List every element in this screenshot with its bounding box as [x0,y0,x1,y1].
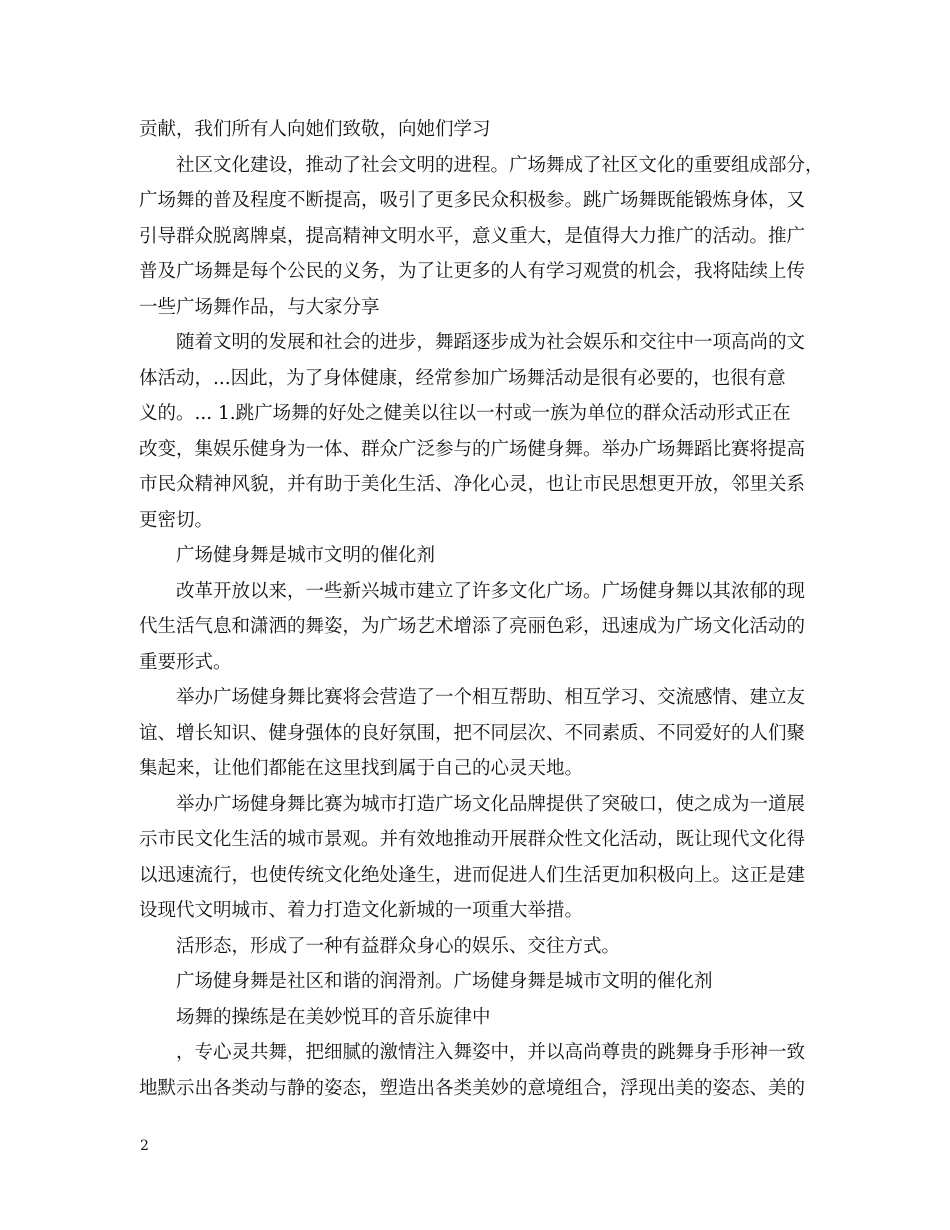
text-line: 贡献，我们所有人向她们致敬，向她们学习 [139,119,491,140]
text-line: 体活动，...因此，为了身体健康，经常参加广场舞活动是很有必要的，也很有意 [139,367,786,389]
text-line: 谊、增长知识、健身强体的良好氛围，把不同层次、不同素质、不同爱好的人们聚 [139,722,806,744]
text-line: 引导群众脱离牌桌，提高精神文明水平，意义重大，是值得大力推广的活动。推广 [139,225,806,247]
text-line: 广场健身舞是社区和谐的润滑剂。广场健身舞是城市文明的催化剂 [176,971,713,992]
page-number: 2 [140,1138,149,1154]
text-line: 社区文化建设，推动了社会文明的进程。广场舞成了社区文化的重要组成部分， [176,154,824,176]
text-line: 举办广场健身舞比赛为城市打造广场文化品牌提供了突破口，使之成为一道展 [176,793,806,815]
text-line: 义的。... 1.跳广场舞的好处之健美以往以一村或一族为单位的群众活动形式正在 [139,403,791,424]
text-line: ，专心灵共舞，把细腻的激情注入舞姿中，并以高尚尊贵的跳舞身手形神一致 [176,1042,806,1063]
text-line: 以迅速流行，也使传统文化绝处逢生，进而促进人们生活更加积极向上。这正是建 [139,864,806,886]
text-line: 举办广场健身舞比赛将会营造了一个相互帮助、相互学习、交流感情、建立友 [176,687,806,708]
text-line: 活形态，形成了一种有益群众身心的娱乐、交往方式。 [176,935,621,957]
text-line: 一些广场舞作品，与大家分享 [139,296,380,318]
text-line: 代生活气息和潇洒的舞姿，为广场艺术增添了亮丽色彩，迅速成为广场文化活动的 [139,616,806,637]
text-line: 设现代文明城市、着力打造文化新城的一项重大举措。 [139,900,584,921]
text-line: 随着文明的发展和社会的进步，舞蹈逐步成为社会娱乐和交往中一项高尚的文 [176,332,806,353]
text-line: 普及广场舞是每个公民的义务，为了让更多的人有学习观赏的机会，我将陆续上传 [139,261,806,282]
text-line: 集起来，让他们都能在这里找到属于自己的心灵天地。 [139,758,584,779]
text-line: 示市民文化生活的城市景观。并有效地推动开展群众性文化活动，既让现代文化得 [139,829,806,850]
text-line: 改革开放以来，一些新兴城市建立了许多文化广场。广场健身舞以其浓郁的现 [176,580,806,602]
text-line: 改变，集娱乐健身为一体、群众广泛参与的广场健身舞。举办广场舞蹈比赛将提高 [139,438,806,460]
text-line: 场舞的操练是在美妙悦耳的音乐旋律中 [176,1006,491,1028]
text-line: 更密切。 [139,509,214,531]
body-text [139,112,824,1106]
text-line: 重要形式。 [139,651,232,673]
text-line: 广场健身舞是城市文明的催化剂 [176,545,436,566]
text-line: 广场舞的普及程度不断提高，吸引了更多民众积极参。跳广场舞既能锻炼身体，又 [139,190,806,211]
text-line: 市民众精神风貌，并有助于美化生活、净化心灵，也让市民思想更开放，邻里关系 [139,474,806,495]
text-line: 地默示出各类动与静的姿态，塑造出各类美妙的意境组合，浮现出美的姿态、美的 [139,1077,806,1099]
